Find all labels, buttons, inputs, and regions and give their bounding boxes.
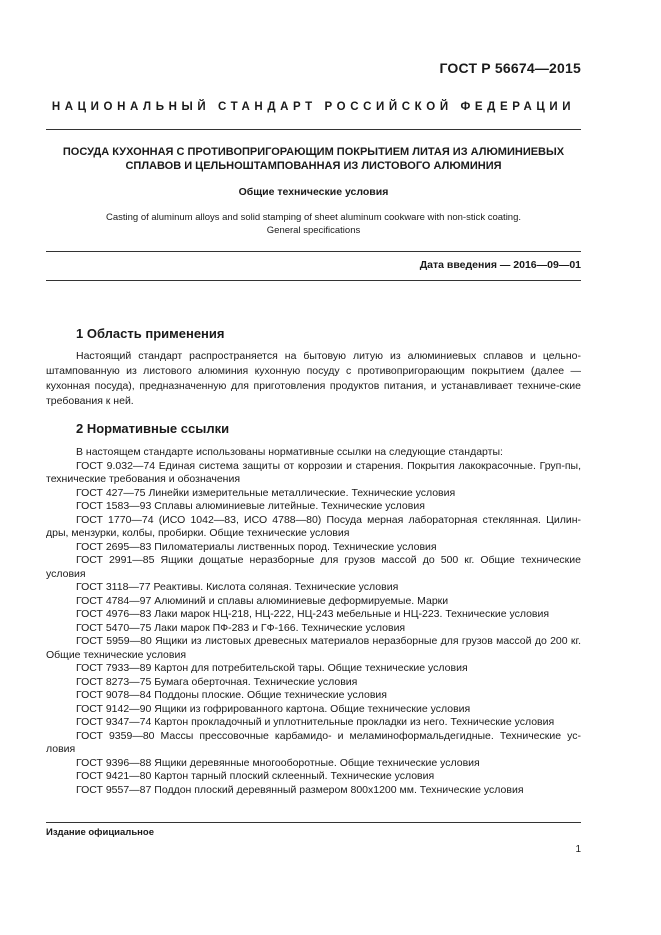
section-scope-text: [46, 349, 581, 409]
title-line-2: СПЛАВОВ И ЦЕЛЬНОШТАМПОВАННАЯ ИЗ ЛИСТОВОГО АЛЮМИНИЯ: [125, 160, 502, 172]
reference-item: ГОСТ 2991—85 Ящики дощатые неразборные для грузов массой до 500 кг. Общие технические условия: [46, 554, 581, 580]
reference-item: ГОСТ 4784—97 Алюминий и сплавы алюминиевые деформируемые. Марки: [76, 594, 449, 607]
reference-item: ГОСТ 9.032—74 Единая система защиты от коррозии и старения. Покрытия лакокрасочные. Груп-пы, технические требования и обозначения: [46, 459, 581, 485]
reference-item: ГОСТ 9396—88 Ящики деревянные многооборотные. Общие технические условия: [76, 756, 480, 769]
references-intro: В настоящем стандарте использованы нормативные ссылки на следующие стандарты:: [76, 446, 503, 458]
reference-item: ГОСТ 9347—74 Картон прокладочный и уплотнительные прокладки из него. Технические условия: [76, 716, 555, 728]
reference-item: ГОСТ 5959—80 Ящики из листовых древесных материалов неразборные для грузов массой до 200 кг. Общие технические условия: [46, 635, 581, 661]
reference-item: ГОСТ 9557—87 Поддон плоский деревянный размером 800x1200 мм. Технические условия: [76, 783, 524, 796]
paragraph: Настоящий стандарт распространяется на бытовую литую из алюминиевых сплавов и цельно-штампованную из листового алюминия кухонную посуду с противопригорающим покрытием (далее — кухонная посуда), предназначенную для приготовления продуктов питания, и устанавливает техниче-ские требования к ней.: [46, 350, 581, 407]
document-subtitle: Общие технические условия: [238, 186, 389, 198]
references-list: [46, 446, 581, 797]
divider-top: [46, 129, 581, 130]
reference-item: ГОСТ 427—75 Линейки измерительные металлические. Технические условия: [76, 486, 456, 499]
official-edition-label: Издание официальное: [46, 827, 154, 838]
reference-item: ГОСТ 3118—77 Реактивы. Кислота соляная. Технические условия: [76, 581, 399, 593]
title-line-1: ПОСУДА КУХОННАЯ С ПРОТИВОПРИГОРАЮЩИМ ПОКРЫТИЕМ ЛИТАЯ ИЗ АЛЮМИНИЕВЫХ: [62, 146, 565, 158]
reference-item: ГОСТ 1770—74 (ИСО 1042—83, ИСО 4788—80) Посуда мерная лабораторная стеклянная. Цилин-дры, мензурки, колбы, пробирки. Общие технические условия: [46, 513, 581, 539]
reference-item: ГОСТ 9142—90 Ящики из гофрированного картона. Общие технические условия: [76, 702, 471, 715]
document-title: [46, 145, 581, 173]
introduction-date: Дата введения — 2016—09—01: [419, 259, 581, 271]
reference-item: ГОСТ 5470—75 Лаки марок ПФ-283 и ГФ-166. Технические условия: [76, 621, 406, 634]
national-standard-banner: НАЦИОНАЛЬНЫЙ СТАНДАРТ РОССИЙСКОЙ ФЕДЕРАЦИИ: [51, 101, 576, 113]
reference-item: ГОСТ 4976—83 Лаки марок НЦ-218, НЦ-222, НЦ-243 мебельные и НЦ-223. Технические условия: [76, 608, 550, 620]
section-heading-references: 2 Нормативные ссылки: [76, 421, 230, 436]
section-heading-scope: 1 Область применения: [76, 326, 225, 341]
divider-date-bottom: [46, 280, 581, 281]
reference-item: ГОСТ 8273—75 Бумага оберточная. Технические условия: [76, 675, 358, 688]
reference-item: ГОСТ 9078—84 Поддоны плоские. Общие технические условия: [76, 689, 387, 701]
reference-item: ГОСТ 9359—80 Массы прессовочные карбамидо- и меламиноформальдегидные. Технические ус-ловия: [46, 729, 581, 755]
reference-item: ГОСТ 7933—89 Картон для потребительской тары. Общие технические условия: [76, 662, 468, 674]
reference-item: ГОСТ 1583—93 Сплавы алюминиевые литейные. Технические условия: [76, 500, 425, 512]
page-number: 1: [575, 844, 581, 855]
reference-item: ГОСТ 9421—80 Картон тарный плоский склеенный. Технические условия: [76, 770, 435, 782]
divider-footer: [46, 822, 581, 823]
english-title: [46, 211, 581, 237]
english-title-line-2: General specifications: [266, 225, 361, 236]
divider-date-top: [46, 251, 581, 252]
gost-number: ГОСТ Р 56674—2015: [439, 60, 581, 76]
english-title-line-1: Casting of aluminum alloys and solid stamping of sheet aluminum cookware with non-stick coating.: [105, 212, 522, 223]
reference-item: ГОСТ 2695—83 Пиломатериалы лиственных пород. Технические условия: [76, 540, 437, 553]
